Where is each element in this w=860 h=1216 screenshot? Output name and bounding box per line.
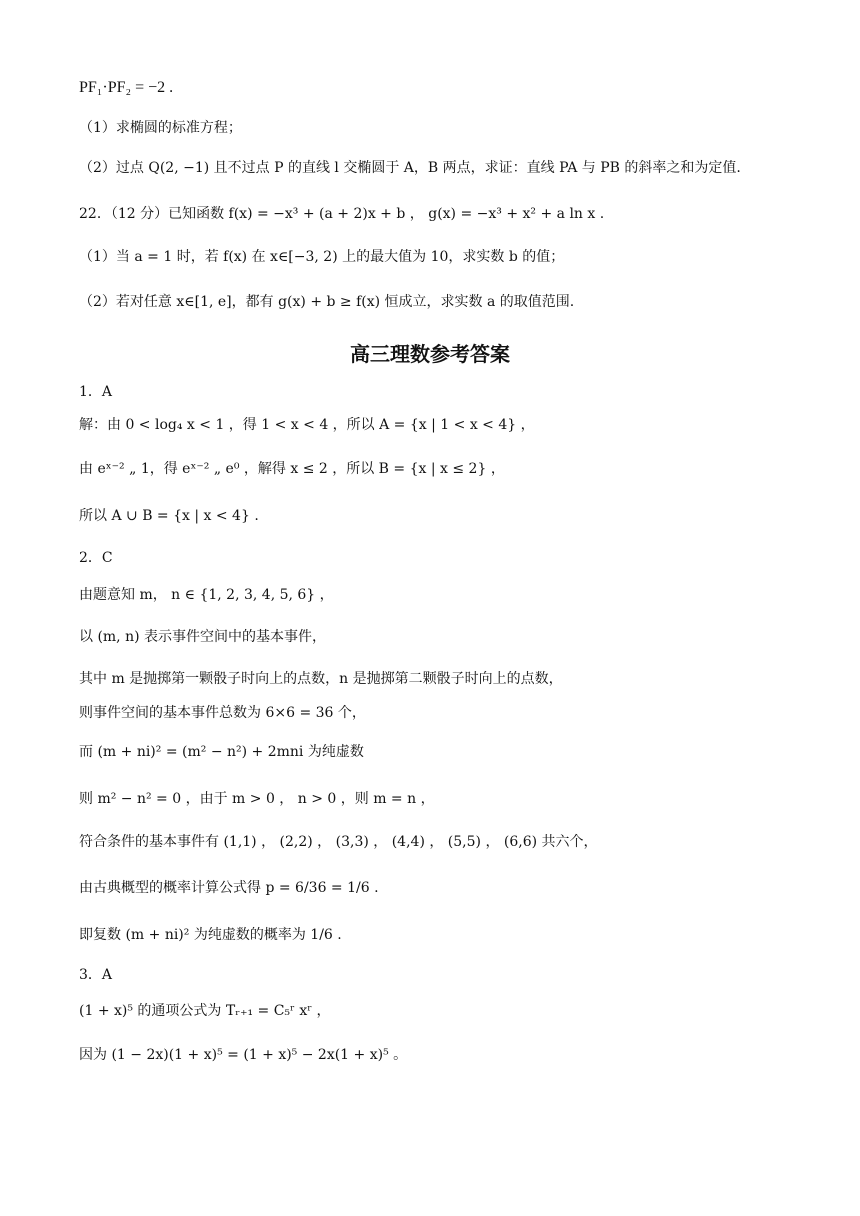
q22-part1: （1）当 a = 1 时，若 f(x) 在 x∈[−3, 2) 上的最大值为 10，求实数 b 的值； [79,249,565,265]
answer-2-step6: 则 m² − n² = 0 ，由于 m > 0 ， n > 0 ，则 m = n ， [79,791,435,807]
answer-3-step2: 因为 (1 − 2x)(1 + x)⁵ = (1 + x)⁵ − 2x(1 + x)⁵ 。 [79,1047,408,1063]
answer-2-step5: 而 (m + ni)² = (m² − n²) + 2mni 为纯虚数 [79,744,364,760]
answer-1-step3: 所以 A ∪ B = {x | x < 4} . [79,508,259,524]
answer-2-step7: 符合条件的基本事件有 (1,1) ， (2,2) ， (3,3) ， (4,4) ， (5,5) ， (6,6) 共六个， [79,834,598,850]
answer-2-step1: 由题意知 m， n ∈ {1, 2, 3, 4, 5, 6} ， [79,587,334,603]
answer-key-title: 高三理数参考答案 [350,342,510,366]
answer-1-step2: 由 eˣ⁻² „ 1，得 eˣ⁻² „ e⁰ ，解得 x ≤ 2 ，所以 B = {x | x ≤ 2} ， [79,461,505,477]
answer-3-label: 3．A [79,967,113,983]
q22-part2: （2）若对任意 x∈[1, e]，都有 g(x) + b ≥ f(x) 恒成立，求实数 a 的取值范围. [79,294,575,310]
answer-2-step4: 则事件空间的基本事件总数为 6×6 = 36 个， [79,705,366,721]
answer-2-step9: 即复数 (m + ni)² 为纯虚数的概率为 1/6 . [79,927,342,943]
q22-statement: 22．（12 分）已知函数 f(x) = −x³ + (a + 2)x + b ， g(x) = −x³ + x² + a ln x . [79,206,605,222]
answer-1-label: 1．A [79,384,113,400]
answer-3-step1: (1 + x)⁵ 的通项公式为 Tᵣ₊₁ = C₅ʳ xʳ ， [79,1003,331,1019]
answer-1-step1: 解：由 0 < log₄ x < 1 ，得 1 < x < 4 ，所以 A = {x | 1 < x < 4} ， [79,417,535,433]
q21-part2: （2）过点 Q(2, −1) 且不过点 P 的直线 l 交椭圆于 A，B 两点，求证：直线 PA 与 PB 的斜率之和为定值. [79,160,741,176]
dot-product-condition: PF₁·PF₂ = −2 . [79,79,174,96]
answer-2-label: 2．C [79,550,113,566]
q21-part1: （1）求椭圆的标准方程； [79,120,242,136]
answer-2-step8: 由古典概型的概率计算公式得 p = 6/36 = 1/6 . [79,880,379,896]
answer-2-step3: 其中 m 是抛掷第一颗骰子时向上的点数，n 是抛掷第二颗骰子时向上的点数， [79,671,563,687]
answer-2-step2: 以 (m, n) 表示事件空间中的基本事件， [79,629,327,645]
